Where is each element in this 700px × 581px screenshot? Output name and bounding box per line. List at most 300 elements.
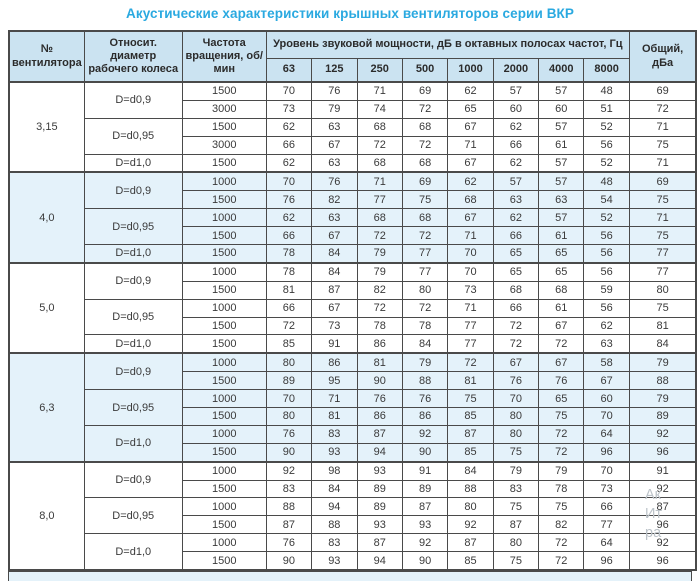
spl-value-cell: 93 — [312, 552, 357, 570]
spl-value-cell: 84 — [312, 263, 357, 281]
spl-value-cell: 85 — [448, 552, 493, 570]
spl-value-cell: 75 — [493, 498, 538, 516]
spl-value-cell: 57 — [493, 82, 538, 100]
spl-value-cell: 72 — [539, 425, 584, 443]
total-level-cell: 75 — [629, 191, 696, 209]
speed-cell: 1500 — [182, 372, 266, 390]
diameter-cell: D=d1,0 — [84, 245, 182, 263]
spl-value-cell: 66 — [584, 498, 629, 516]
spl-value-cell: 71 — [448, 136, 493, 154]
spl-value-cell: 81 — [357, 353, 402, 371]
spl-value-cell: 92 — [402, 425, 447, 443]
spl-value-cell: 62 — [493, 154, 538, 172]
fan-number-cell: 8,0 — [9, 462, 84, 570]
spl-value-cell: 63 — [312, 209, 357, 227]
spl-value-cell: 88 — [312, 516, 357, 534]
spl-value-cell: 64 — [584, 534, 629, 552]
diameter-cell: D=d0,9 — [84, 82, 182, 118]
table-row — [9, 335, 696, 353]
speed-cell: 1000 — [182, 534, 266, 552]
spl-value-cell: 91 — [402, 462, 447, 480]
spl-value-cell: 90 — [402, 443, 447, 461]
total-level-cell: 92 — [629, 480, 696, 498]
total-level-cell: 87 — [629, 498, 696, 516]
spl-value-cell: 80 — [493, 408, 538, 426]
fan-number-cell: 5,0 — [9, 263, 84, 353]
spl-value-cell: 91 — [312, 335, 357, 353]
spl-value-cell: 77 — [402, 263, 447, 281]
spl-value-cell: 75 — [493, 552, 538, 570]
speed-cell: 1000 — [182, 425, 266, 443]
spl-value-cell: 83 — [312, 534, 357, 552]
spl-value-cell: 52 — [584, 118, 629, 136]
spl-value-cell: 76 — [312, 172, 357, 190]
column-header-speed: Частота вращения, об/мин — [182, 31, 266, 82]
spl-value-cell: 62 — [266, 118, 311, 136]
spl-value-cell: 79 — [357, 263, 402, 281]
speed-cell: 1000 — [182, 462, 266, 480]
total-level-cell: 92 — [629, 425, 696, 443]
spl-value-cell: 75 — [539, 498, 584, 516]
spl-value-cell: 67 — [584, 372, 629, 390]
spl-value-cell: 85 — [448, 408, 493, 426]
spl-value-cell: 93 — [357, 516, 402, 534]
spl-value-cell: 72 — [402, 299, 447, 317]
spl-value-cell: 72 — [539, 443, 584, 461]
spl-value-cell: 76 — [357, 390, 402, 408]
table-header — [9, 31, 696, 82]
spl-value-cell: 63 — [493, 191, 538, 209]
spl-value-cell: 86 — [402, 408, 447, 426]
spl-value-cell: 93 — [312, 443, 357, 461]
spl-value-cell: 72 — [357, 299, 402, 317]
speed-cell: 1000 — [182, 209, 266, 227]
watermark-fragment: Ит — [645, 506, 663, 522]
total-level-cell: 69 — [629, 172, 696, 190]
spl-value-cell: 63 — [312, 154, 357, 172]
spl-value-cell: 72 — [402, 136, 447, 154]
spl-value-cell: 70 — [266, 82, 311, 100]
spl-value-cell: 70 — [584, 462, 629, 480]
diameter-cell: D=d0,9 — [84, 462, 182, 498]
acoustic-characteristics-table — [8, 30, 697, 571]
spl-value-cell: 89 — [357, 480, 402, 498]
diameter-cell: D=d0,95 — [84, 118, 182, 154]
spl-value-cell: 90 — [357, 372, 402, 390]
spl-value-cell: 52 — [584, 209, 629, 227]
total-level-cell: 96 — [629, 516, 696, 534]
speed-cell: 1500 — [182, 82, 266, 100]
speed-cell: 1500 — [182, 191, 266, 209]
spl-value-cell: 80 — [266, 408, 311, 426]
spl-value-cell: 70 — [493, 390, 538, 408]
spl-value-cell: 75 — [402, 191, 447, 209]
speed-cell: 1000 — [182, 172, 266, 190]
spl-value-cell: 71 — [448, 227, 493, 245]
total-level-cell: 72 — [629, 100, 696, 118]
spl-value-cell: 68 — [493, 281, 538, 299]
total-level-cell: 79 — [629, 353, 696, 371]
spl-value-cell: 72 — [357, 136, 402, 154]
spl-value-cell: 82 — [312, 191, 357, 209]
spl-value-cell: 62 — [448, 172, 493, 190]
spl-value-cell: 72 — [493, 335, 538, 353]
column-header-diameter: Относит. диаметр рабочего колеса — [84, 31, 182, 82]
spl-value-cell: 92 — [448, 516, 493, 534]
spl-value-cell: 60 — [493, 100, 538, 118]
spl-value-cell: 48 — [584, 82, 629, 100]
speed-cell: 1000 — [182, 390, 266, 408]
table-row — [9, 353, 696, 371]
spl-value-cell: 74 — [357, 100, 402, 118]
speed-cell: 1500 — [182, 408, 266, 426]
spl-value-cell: 73 — [448, 281, 493, 299]
spl-value-cell: 65 — [539, 245, 584, 263]
spl-value-cell: 92 — [402, 534, 447, 552]
spl-value-cell: 70 — [448, 263, 493, 281]
column-header-1000hz: 1000 — [448, 59, 493, 83]
speed-cell: 3000 — [182, 136, 266, 154]
spl-value-cell: 69 — [402, 172, 447, 190]
column-header-4000hz: 4000 — [539, 59, 584, 83]
spl-value-cell: 87 — [266, 516, 311, 534]
column-header-fan-number: № вентилятора — [9, 31, 84, 82]
total-level-cell: 75 — [629, 136, 696, 154]
spl-value-cell: 88 — [402, 372, 447, 390]
spl-value-cell: 67 — [448, 154, 493, 172]
diameter-cell: D=d1,0 — [84, 534, 182, 570]
spl-value-cell: 88 — [448, 480, 493, 498]
spl-value-cell: 77 — [448, 317, 493, 335]
total-level-cell: 71 — [629, 154, 696, 172]
spl-value-cell: 66 — [493, 299, 538, 317]
column-header-500hz: 500 — [402, 59, 447, 83]
spl-value-cell: 84 — [448, 462, 493, 480]
diameter-cell: D=d0,95 — [84, 390, 182, 426]
spl-value-cell: 76 — [312, 82, 357, 100]
spl-value-cell: 57 — [539, 172, 584, 190]
spl-value-cell: 57 — [493, 172, 538, 190]
spl-value-cell: 68 — [357, 118, 402, 136]
spl-value-cell: 71 — [357, 82, 402, 100]
spl-value-cell: 89 — [266, 372, 311, 390]
spl-value-cell: 80 — [266, 353, 311, 371]
speed-cell: 1500 — [182, 443, 266, 461]
spl-value-cell: 79 — [402, 353, 447, 371]
total-level-cell: 80 — [629, 281, 696, 299]
spl-value-cell: 66 — [266, 227, 311, 245]
spl-value-cell: 66 — [266, 136, 311, 154]
spl-value-cell: 75 — [493, 443, 538, 461]
spl-value-cell: 68 — [357, 154, 402, 172]
spl-value-cell: 60 — [539, 100, 584, 118]
spl-value-cell: 66 — [493, 136, 538, 154]
spl-value-cell: 61 — [539, 299, 584, 317]
spl-value-cell: 57 — [539, 209, 584, 227]
spl-value-cell: 78 — [539, 480, 584, 498]
spl-value-cell: 79 — [357, 245, 402, 263]
total-level-cell: 96 — [629, 443, 696, 461]
spl-value-cell: 71 — [312, 390, 357, 408]
fan-number-cell: 4,0 — [9, 172, 84, 262]
spl-value-cell: 90 — [266, 552, 311, 570]
spl-value-cell: 93 — [357, 462, 402, 480]
total-level-cell: 71 — [629, 118, 696, 136]
spl-value-cell: 77 — [357, 191, 402, 209]
table-row — [9, 263, 696, 281]
spl-value-cell: 77 — [584, 516, 629, 534]
spl-value-cell: 62 — [266, 154, 311, 172]
spl-value-cell: 67 — [312, 227, 357, 245]
speed-cell: 1500 — [182, 516, 266, 534]
diameter-cell: D=d1,0 — [84, 425, 182, 461]
spl-value-cell: 65 — [493, 263, 538, 281]
watermark-fragment: ра — [645, 525, 662, 541]
speed-cell: 1500 — [182, 245, 266, 263]
table-row — [9, 172, 696, 190]
table-body — [9, 82, 696, 570]
spl-value-cell: 72 — [402, 100, 447, 118]
speed-cell: 1500 — [182, 118, 266, 136]
spl-value-cell: 87 — [402, 498, 447, 516]
table-row — [9, 245, 696, 263]
column-header-8000hz: 8000 — [584, 59, 629, 83]
spl-value-cell: 75 — [539, 408, 584, 426]
diameter-cell: D=d0,9 — [84, 353, 182, 389]
table-row — [9, 425, 696, 443]
spl-value-cell: 62 — [493, 118, 538, 136]
spl-value-cell: 60 — [584, 390, 629, 408]
total-level-cell: 75 — [629, 227, 696, 245]
spl-value-cell: 68 — [539, 281, 584, 299]
spl-value-cell: 75 — [448, 390, 493, 408]
spl-value-cell: 48 — [584, 172, 629, 190]
spl-value-cell: 86 — [312, 353, 357, 371]
spl-value-cell: 57 — [539, 118, 584, 136]
spl-value-cell: 76 — [266, 191, 311, 209]
column-header-125hz: 125 — [312, 59, 357, 83]
spl-value-cell: 61 — [539, 227, 584, 245]
spl-value-cell: 68 — [357, 209, 402, 227]
spl-value-cell: 72 — [539, 335, 584, 353]
spl-value-cell: 87 — [312, 281, 357, 299]
table-row — [9, 118, 696, 136]
spl-value-cell: 78 — [402, 317, 447, 335]
table-row — [9, 299, 696, 317]
spl-value-cell: 58 — [584, 353, 629, 371]
spl-value-cell: 66 — [266, 299, 311, 317]
watermark — [645, 486, 700, 543]
speed-cell: 1500 — [182, 335, 266, 353]
spl-value-cell: 76 — [266, 425, 311, 443]
spl-value-cell: 65 — [539, 390, 584, 408]
spl-value-cell: 90 — [266, 443, 311, 461]
spl-value-cell: 96 — [584, 552, 629, 570]
speed-cell: 1500 — [182, 317, 266, 335]
spl-value-cell: 70 — [584, 408, 629, 426]
spl-value-cell: 82 — [357, 281, 402, 299]
spl-value-cell: 72 — [266, 317, 311, 335]
table-row — [9, 209, 696, 227]
spl-value-cell: 79 — [312, 100, 357, 118]
speed-cell: 1000 — [182, 498, 266, 516]
total-level-cell: 81 — [629, 317, 696, 335]
spl-value-cell: 79 — [493, 462, 538, 480]
spl-value-cell: 68 — [402, 209, 447, 227]
spl-value-cell: 92 — [266, 462, 311, 480]
speed-cell: 3000 — [182, 100, 266, 118]
table-row — [9, 498, 696, 516]
diameter-cell: D=d0,95 — [84, 209, 182, 245]
spl-value-cell: 56 — [584, 136, 629, 154]
spl-value-cell: 56 — [584, 245, 629, 263]
spl-value-cell: 54 — [584, 191, 629, 209]
table-row — [9, 390, 696, 408]
spl-value-cell: 84 — [312, 480, 357, 498]
spl-value-cell: 69 — [402, 82, 447, 100]
column-header-63hz: 63 — [266, 59, 311, 83]
spl-value-cell: 61 — [539, 136, 584, 154]
total-level-cell: 96 — [629, 552, 696, 570]
spl-value-cell: 76 — [539, 372, 584, 390]
spl-value-cell: 78 — [266, 263, 311, 281]
spl-value-cell: 84 — [312, 245, 357, 263]
spl-value-cell: 63 — [539, 191, 584, 209]
spl-value-cell: 80 — [448, 498, 493, 516]
total-level-cell: 88 — [629, 372, 696, 390]
spl-value-cell: 73 — [312, 317, 357, 335]
spl-value-cell: 56 — [584, 227, 629, 245]
spl-value-cell: 71 — [448, 299, 493, 317]
spl-value-cell: 51 — [584, 100, 629, 118]
spl-value-cell: 80 — [402, 281, 447, 299]
spl-value-cell: 76 — [493, 372, 538, 390]
spl-value-cell: 57 — [539, 82, 584, 100]
speed-cell: 1000 — [182, 353, 266, 371]
spl-value-cell: 72 — [539, 552, 584, 570]
spl-value-cell: 71 — [357, 172, 402, 190]
spl-value-cell: 57 — [539, 154, 584, 172]
spl-value-cell: 65 — [493, 245, 538, 263]
spl-value-cell: 67 — [448, 118, 493, 136]
spl-value-cell: 78 — [357, 317, 402, 335]
spl-value-cell: 68 — [448, 191, 493, 209]
table-row — [9, 154, 696, 172]
spl-value-cell: 90 — [402, 552, 447, 570]
page-title: Акустические характеристики крышных вентиляторов серии ВКР — [125, 6, 574, 21]
diameter-cell: D=d0,9 — [84, 263, 182, 299]
diameter-cell: D=d0,95 — [84, 498, 182, 534]
spl-value-cell: 67 — [448, 209, 493, 227]
spl-value-cell: 73 — [266, 100, 311, 118]
spl-value-cell: 83 — [493, 480, 538, 498]
total-level-cell: 92 — [629, 534, 696, 552]
spl-value-cell: 95 — [312, 372, 357, 390]
spl-value-cell: 63 — [312, 118, 357, 136]
total-level-cell: 84 — [629, 335, 696, 353]
spl-value-cell: 83 — [266, 480, 311, 498]
total-level-cell: 91 — [629, 462, 696, 480]
diameter-cell: D=d0,9 — [84, 172, 182, 208]
spl-value-cell: 77 — [402, 245, 447, 263]
spl-value-cell: 88 — [266, 498, 311, 516]
spl-value-cell: 81 — [266, 281, 311, 299]
spl-value-cell: 70 — [448, 245, 493, 263]
spl-value-cell: 77 — [448, 335, 493, 353]
spl-value-cell: 62 — [493, 209, 538, 227]
spl-value-cell: 66 — [493, 227, 538, 245]
spl-value-cell: 87 — [493, 516, 538, 534]
spl-value-cell: 89 — [402, 480, 447, 498]
spl-value-cell: 59 — [584, 281, 629, 299]
spl-value-cell: 68 — [402, 118, 447, 136]
spl-value-cell: 94 — [312, 498, 357, 516]
spl-value-cell: 96 — [584, 443, 629, 461]
spl-value-cell: 67 — [312, 299, 357, 317]
header-row-top — [9, 31, 696, 59]
spl-value-cell: 62 — [584, 317, 629, 335]
total-level-cell: 71 — [629, 209, 696, 227]
spl-value-cell: 81 — [312, 408, 357, 426]
total-level-cell: 75 — [629, 299, 696, 317]
fan-number-cell: 6,3 — [9, 353, 84, 461]
spl-value-cell: 62 — [266, 209, 311, 227]
spl-value-cell: 72 — [402, 227, 447, 245]
spl-value-cell: 86 — [357, 335, 402, 353]
speed-cell: 1500 — [182, 154, 266, 172]
spl-value-cell: 65 — [448, 100, 493, 118]
spl-value-cell: 79 — [539, 462, 584, 480]
total-level-cell: 79 — [629, 390, 696, 408]
speed-cell: 1000 — [182, 299, 266, 317]
spl-value-cell: 68 — [402, 154, 447, 172]
spl-value-cell: 85 — [266, 335, 311, 353]
spl-value-cell: 67 — [539, 353, 584, 371]
total-level-cell: 69 — [629, 82, 696, 100]
spl-value-cell: 65 — [539, 263, 584, 281]
diameter-cell: D=d0,95 — [84, 299, 182, 335]
spl-value-cell: 76 — [266, 534, 311, 552]
table-row — [9, 462, 696, 480]
spl-value-cell: 86 — [357, 408, 402, 426]
spl-value-cell: 72 — [357, 227, 402, 245]
spl-value-cell: 67 — [493, 353, 538, 371]
spl-value-cell: 94 — [357, 443, 402, 461]
spl-value-cell: 63 — [584, 335, 629, 353]
fan-number-cell: 3,15 — [9, 82, 84, 172]
spl-value-cell: 87 — [357, 425, 402, 443]
spl-value-cell: 84 — [402, 335, 447, 353]
spl-value-cell: 70 — [266, 390, 311, 408]
spl-value-cell: 52 — [584, 154, 629, 172]
watermark-fragment: Ак — [645, 487, 662, 503]
speed-cell: 1500 — [182, 552, 266, 570]
spl-value-cell: 78 — [266, 245, 311, 263]
spl-value-cell: 67 — [539, 317, 584, 335]
spl-value-cell: 87 — [448, 425, 493, 443]
column-header-total: Общий, дБа — [629, 31, 696, 82]
spl-value-cell: 83 — [312, 425, 357, 443]
spl-value-cell: 87 — [448, 534, 493, 552]
spl-value-cell: 80 — [493, 425, 538, 443]
spl-value-cell: 87 — [357, 534, 402, 552]
spl-value-cell: 82 — [539, 516, 584, 534]
spl-value-cell: 72 — [493, 317, 538, 335]
diameter-cell: D=d1,0 — [84, 335, 182, 353]
spl-value-cell: 72 — [448, 353, 493, 371]
spl-value-cell: 76 — [402, 390, 447, 408]
spl-value-cell: 89 — [357, 498, 402, 516]
